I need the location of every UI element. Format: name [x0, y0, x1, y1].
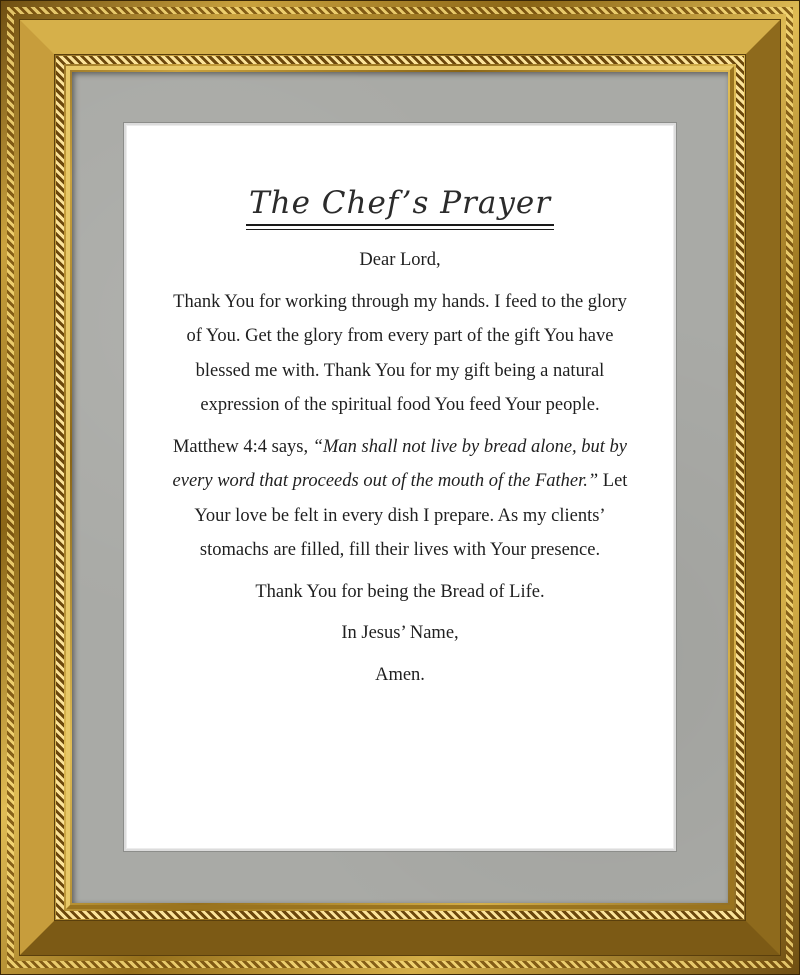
prayer-title-text: The Chef’s Prayer — [246, 185, 554, 226]
paragraph-scripture — [166, 430, 634, 568]
paragraph-bread-of-life: Thank You for being the Bread of Life. — [255, 581, 545, 602]
prayer-paper — [124, 123, 676, 851]
closing-line: In Jesus’ Name, — [341, 623, 459, 643]
scripture-petition: Let Your love be felt in every dish I prepare. As my clients’ stomachs are filled, fill their lives with Your presence. — [194, 471, 628, 560]
scripture-intro: Matthew 4:4 says, — [172, 436, 313, 457]
prayer-title — [126, 185, 674, 226]
salutation: Dear Lord, — [359, 250, 441, 270]
scripture-quote: “Man shall not live by bread alone, but by every word that proceeds out of the mouth of the Father.” — [172, 436, 628, 491]
prayer-body — [166, 243, 634, 699]
amen: Amen. — [375, 664, 425, 685]
paragraph-gratitude: Thank You for working through my hands. I feed to the glory of You. Get the glory from every part of the gift You have blessed me with. Thank You for my gift being a natural expression of the spiritual food You feed Your people. — [173, 291, 627, 415]
